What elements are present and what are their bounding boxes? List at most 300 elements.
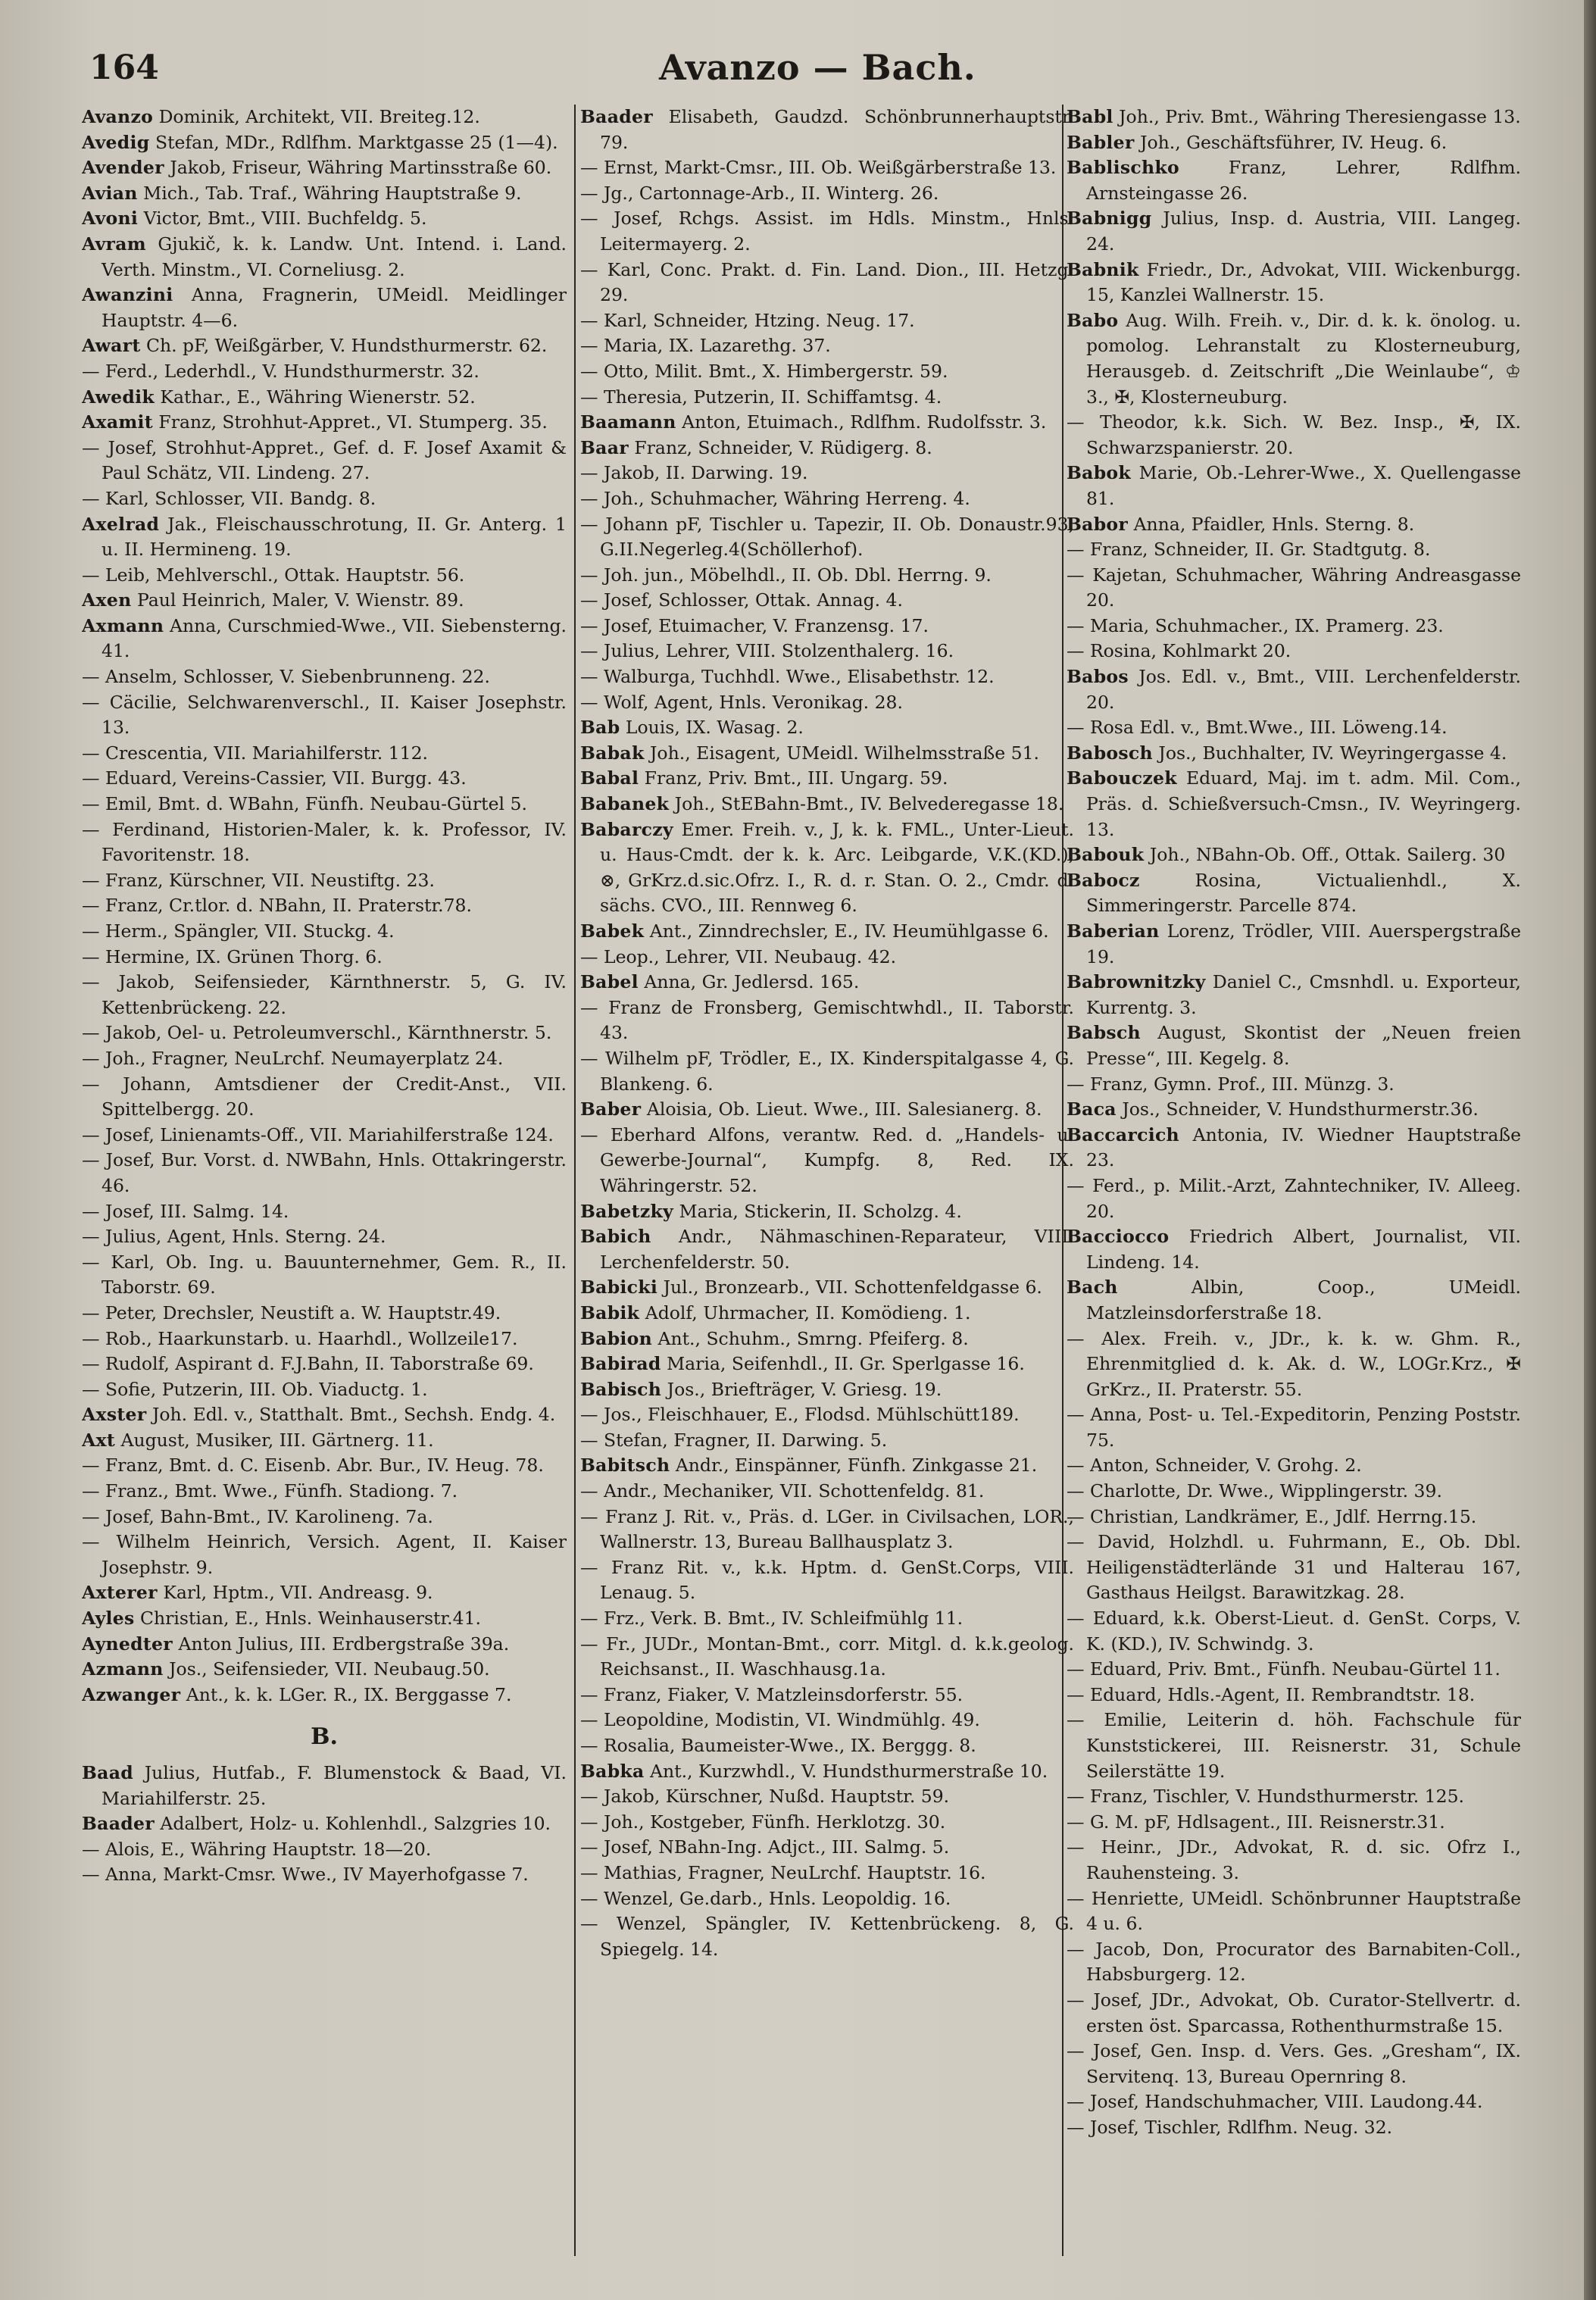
directory-entry [580,1352,1074,1377]
entry-surname: Babo [1067,309,1119,331]
entry-details: — Alois, E., Währing Hauptstr. 18—20. [82,1838,432,1860]
directory-entry [1067,1020,1521,1071]
entry-details: Franz, Lehrer, Rdlfhm. Arnsteingasse 26. [1086,157,1521,204]
entry-details: — David, Holzhdl. u. Fuhrmann, E., Ob. Dbl. Heiligenstädterlände 31 und Halterau 167, Gasthaus Heilgst. Barawitzkag. 28. [1067,1531,1521,1604]
entry-details: — Walburga, Tuchhdl. Wwe., Elisabethstr. 12. [580,666,995,688]
entry-surname: Axster [82,1404,147,1426]
directory-entry [580,1453,1074,1479]
directory-entry [580,1046,1074,1097]
entry-surname: Bablischko [1067,157,1179,179]
directory-entry [580,333,1074,359]
directory-entry [82,359,567,385]
entry-surname: Awedik [82,386,155,408]
entry-details: Joh., Eisagent, UMeidl. Wilhelmsstraße 51. [650,742,1039,764]
entry-details: — Joh. jun., Möbelhdl., II. Ob. Dbl. Herrng. 9. [580,564,992,586]
entry-details: Paul Heinrich, Maler, V. Wienstr. 89. [136,589,464,611]
directory-entry [1067,537,1521,563]
entry-details: — Josef, Bur. Vorst. d. NWBahn, Hnls. Ottakringerstr. 46. [82,1149,567,1196]
directory-entry [1067,639,1521,664]
entry-details: August, Musiker, III. Gärtnerg. 11. [120,1429,434,1451]
page-number: 164 [89,48,159,87]
directory-entry [82,1072,567,1123]
entry-details: — Jakob, Kürschner, Nußd. Hauptstr. 59. [580,1786,950,1808]
directory-entry [1067,1683,1521,1708]
directory-entry [580,359,1074,385]
entry-surname: Babok [1067,462,1131,484]
directory-entry [82,563,567,589]
entry-surname: Babouczek [1067,767,1177,789]
directory-entry [1067,512,1521,538]
directory-entry [82,588,567,614]
entry-details: Adalbert, Holz- u. Kohlenhdl., Salzgries 10. [160,1813,551,1835]
entry-details: — Johann pF, Tischler u. Tapezir, II. Ob. Donaustr.93, G.II.Negerleg.4(Schöllerhof). [580,513,1074,561]
page-header [83,44,1523,97]
entry-details: — Josef, Handschuhmacher, VIII. Laudong.44. [1067,2091,1483,2113]
directory-entry [82,1224,567,1250]
entry-surname: Bacciocco [1067,1226,1170,1248]
directory-entry [1067,842,1521,868]
entry-surname: Babocz [1067,869,1140,891]
entry-details: — Ferdinand, Historien-Maler, k. k. Professor, IV. Favoritenstr. 18. [82,818,567,866]
directory-entry [1067,2115,1521,2141]
entry-details: Maria, Seifenhdl., II. Gr. Sperlgasse 16. [667,1353,1025,1375]
directory-entry [1067,1886,1521,1937]
entry-details: — Josef, Rchgs. Assist. im Hdls. Minstm., Hnls. Leitermayerg. 2. [580,208,1074,255]
directory-entry [1067,1657,1521,1683]
directory-entry [82,1632,567,1658]
entry-surname: Aynedter [82,1633,173,1655]
directory-entry [82,1761,567,1811]
directory-entry [82,614,567,664]
entry-details: — Jakob, Seifensieder, Kärnthnerstr. 5, G. IV. Kettenbrückeng. 22. [82,971,567,1018]
directory-entry [82,792,567,817]
entry-details: — Mathias, Fragner, NeuLrchf. Hauptstr. 16. [580,1861,986,1883]
directory-entry [580,308,1074,334]
entry-details: — Wilhelm pF, Trödler, E., IX. Kinderspitalgasse 4, G. Blankeng. 6. [580,1047,1074,1095]
entry-details: — Eberhard Alfons, verantw. Red. d. „Handels- u. Gewerbe-Journal“, Kumpfg. 8, Red. IX. Währingerstr. 52. [580,1123,1074,1196]
directory-entry [82,410,567,436]
entry-details: — Eduard, Hdls.-Agent, II. Rembrandtstr. 18. [1067,1683,1476,1705]
entry-surname: Baca [1067,1098,1117,1120]
entry-details: Eduard, Maj. im t. adm. Mil. Com., Präs. d. Schießversuch-Cmsn., IV. Weyringerg. 13. [1086,767,1521,840]
directory-entry [580,1275,1074,1301]
entry-details: — Eduard, Vereins-Cassier, VII. Burgg. 43. [82,767,467,789]
directory-entry [82,664,567,690]
directory-entry [1067,1708,1521,1784]
entry-surname: Axt [82,1429,115,1451]
entry-surname: Babrownitzky [1067,971,1206,993]
entry-details: — Eduard, Priv. Bmt., Fünfh. Neubau-Gürtel 11. [1067,1658,1501,1680]
directory-entry [1067,1453,1521,1479]
entry-details: Jak., Fleischausschrotung, II. Gr. Anterg. 1 u. II. Hermineng. 19. [102,513,567,561]
entry-surname: Baber [580,1098,642,1120]
entry-details: — Franz, Gymn. Prof., III. Münzg. 3. [1067,1073,1395,1095]
directory-entry [1067,155,1521,206]
directory-entry [580,1886,1074,1912]
directory-entry [580,1683,1074,1708]
directory-entry [580,206,1074,257]
entry-details: — G. M. pF, Hdlsagent., III. Reisnerstr.31. [1067,1811,1445,1833]
directory-entry [1067,1784,1521,1810]
entry-details: — Eduard, k.k. Oberst-Lieut. d. GenSt. Corps, V. K. (KD.), IV. Schwindg. 3. [1067,1608,1521,1655]
directory-entry [1067,2039,1521,2089]
entry-details: — Otto, Milit. Bmt., X. Himbergerstr. 59. [580,360,948,382]
entry-details: Joh. Edl. v., Statthalt. Bmt., Sechsh. Endg. 4. [151,1404,556,1426]
entry-details: Mich., Tab. Traf., Währing Hauptstraße 9. [143,182,522,204]
directory-entry [580,1784,1074,1810]
entry-details: — Theresia, Putzerin, II. Schiffamtsg. 4. [580,386,942,408]
entry-details: Kathar., E., Währing Wienerstr. 52. [160,386,476,408]
entry-details: — Stefan, Fragner, II. Darwing. 5. [580,1429,888,1451]
entry-details: Ant., Schuhm., Smrng. Pfeiferg. 8. [657,1327,969,1349]
entry-details: Anna, Fragnerin, UMeidl. Meidlinger Hauptstr. 4—6. [102,284,567,331]
entry-details: Rosina, Victualienhdl., X. Simmeringerstr. Parcelle 874. [1086,869,1521,917]
entry-surname: Baamann [580,411,676,433]
directory-entry [580,1224,1074,1275]
directory-entry [580,1632,1074,1683]
directory-entry [580,1402,1074,1428]
entry-details: August, Skontist der „Neuen freien Presse“, III. Kegelg. 8. [1086,1022,1521,1069]
entry-surname: Babosch [1067,742,1153,764]
directory-entry [580,715,1074,741]
entry-details: — Julius, Lehrer, VIII. Stolzenthalerg. 16. [580,640,954,662]
entry-details: — Joh., Schuhmacher, Währing Herreng. 4. [580,487,970,509]
entry-details: Stefan, MDr., Rdlfhm. Marktgasse 25 (1—4). [155,131,558,153]
directory-entry [1067,1327,1521,1403]
entry-details: — Joh., Fragner, NeuLrchf. Neumayerplatz 24. [82,1047,504,1069]
entry-details: — Karl, Schlosser, VII. Bandg. 8. [82,487,376,509]
entry-details: — Wenzel, Ge.darb., Hnls. Leopoldig. 16. [580,1887,951,1909]
entry-details: Ant., Zinndrechsler, E., IV. Heumühlgasse 6. [649,920,1049,942]
directory-entry [1067,1173,1521,1224]
entry-surname: Babirad [580,1353,661,1375]
directory-entry [82,970,567,1020]
directory-entry [82,1453,567,1479]
column-2 [580,105,1074,2271]
directory-columns [82,105,1521,2279]
directory-entry [580,792,1074,817]
entry-surname: Avedig [82,131,150,153]
entry-surname: Babisch [580,1378,662,1400]
entry-surname: Baader [580,106,653,127]
entry-details: — Christian, Landkrämer, E., Jdlf. Herrng.15. [1067,1505,1477,1527]
entry-details: Andr., Nähmaschinen-Reparateur, VIII. Lerchenfelderstr. 50. [600,1226,1074,1273]
entry-details: — Josef, NBahn-Ing. Adjct., III. Salmg. 5. [580,1836,950,1858]
directory-entry [82,1811,567,1837]
entry-surname: Babos [1067,666,1129,688]
directory-entry [82,945,567,970]
directory-entry [580,1377,1074,1403]
entry-details: Louis, IX. Wasag. 2. [625,717,804,739]
directory-entry [1067,766,1521,842]
entry-details: — Jacob, Don, Procurator des Barnabiten-Coll., Habsburgerg. 12. [1067,1938,1521,1986]
entry-details: Anton Julius, III. Erdbergstraße 39a. [178,1633,510,1655]
directory-entry [580,1861,1074,1886]
directory-entry [82,1428,567,1454]
entry-details: — Anselm, Schlosser, V. Siebenbrunneng. 22. [82,666,490,688]
directory-entry [1067,1275,1521,1326]
directory-entry [580,155,1074,181]
entry-surname: Baader [82,1813,155,1835]
entry-details: — Anna, Markt-Cmsr. Wwe., IV Mayerhofgasse 7. [82,1864,529,1886]
entry-details: — Jos., Fleischhauer, E., Flodsd. Mühlschütt189. [580,1404,1020,1426]
entry-details: Aloisia, Ob. Lieut. Wwe., III. Salesianerg. 8. [646,1098,1042,1120]
entry-details: Franz, Schneider, V. Rüdigerg. 8. [634,436,932,458]
directory-entry [580,1911,1074,1962]
entry-details: Jos. Edl. v., Bmt., VIII. Lerchenfelderstr. 20. [1086,666,1521,713]
directory-entry [1067,970,1521,1020]
entry-surname: Babich [580,1226,651,1248]
directory-entry [82,893,567,919]
entry-details: — Josef, Strohhut-Appret., Gef. d. F. Josef Axamit & Paul Schätz, VII. Lindeng. 27. [82,436,567,484]
entry-details: — Alex. Freih. v., JDr., k. k. w. Ghm. R., Ehrenmitglied d. k. Ak. d. W., LOGr.Krz., ✠ GrKrz., II. Praterstr. 55. [1067,1327,1521,1400]
directory-entry [82,1606,567,1632]
column-3 [1067,105,1521,2271]
directory-entry [580,639,1074,664]
directory-entry [580,766,1074,792]
entry-details: — Josef, JDr., Advokat, Ob. Curator-Stellvertr. d. ersten öst. Sparcassa, Rothenthurmstraße 15. [1067,1989,1521,2036]
entry-details: — Franz, Schneider, II. Gr. Stadtgutg. 8. [1067,539,1431,561]
entry-details: — Jg., Cartonnage-Arb., II. Winterg. 26. [580,182,939,204]
directory-entry [82,232,567,283]
directory-entry [580,436,1074,461]
entry-details: — Jakob, Oel- u. Petroleumverschl., Kärnthnerstr. 5. [82,1022,552,1044]
entry-details: — Franz., Bmt. Wwe., Fünfh. Stadiong. 7. [82,1480,458,1502]
entry-surname: Babl [1067,106,1113,127]
entry-details: — Crescentia, VII. Mariahilferstr. 112. [82,742,428,764]
entry-details: Julius, Hutfab., F. Blumenstock & Baad, VI. Mariahilferstr. 25. [102,1762,567,1809]
entry-surname: Babicki [580,1277,658,1298]
directory-entry [82,385,567,411]
entry-details: — Peter, Drechsler, Neustift a. W. Hauptstr.49. [82,1302,501,1323]
entry-details: — Josef, Bahn-Bmt., IV. Karolineng. 7a. [82,1505,433,1527]
entry-details: — Ferd., Lederhdl., V. Hundsthurmerstr. 32. [82,360,479,382]
directory-entry [1067,1835,1521,1886]
directory-entry [580,1327,1074,1352]
entry-details: — Theodor, k.k. Sich. W. Bez. Insp., ✠, IX. Schwarzspanierstr. 20. [1067,411,1521,458]
entry-details: Jakob, Friseur, Währing Martinsstraße 60. [170,157,552,179]
directory-entry [580,1505,1074,1555]
entry-details: — Johann, Amtsdiener der Credit-Anst., VII. Spittelbergg. 20. [82,1073,567,1120]
entry-details: — Franz Rit. v., k.k. Hptm. d. GenSt.Corps, VIII. Lenaug. 5. [580,1556,1074,1604]
entry-details: — Franz J. Rit. v., Präs. d. LGer. in Civilsachen, LOR., Wallnerstr. 13, Bureau Ballhausplatz 3. [580,1505,1074,1553]
entry-details: Aug. Wilh. Freih. v., Dir. d. k. k. önolog. u. pomolog. Lehranstalt zu Klosterneuburg, Herausgeb. d. Zeitschrift „Die Weinlaube“, ♔ 3., ✠, Klosterneuburg. [1086,309,1521,408]
page-edge-shadow [1584,0,1596,2300]
directory-entry [82,690,567,741]
entry-details: — Karl, Conc. Prakt. d. Fin. Land. Dion., III. Hetzg. 29. [580,258,1074,306]
entry-details: — Karl, Ob. Ing. u. Bauunternehmer, Gem. R., II. Taborstr. 69. [82,1251,567,1298]
entry-surname: Axelrad [82,513,160,535]
directory-entry [580,945,1074,970]
entry-details: Anna, Gr. Jedlersd. 165. [644,971,860,993]
entry-details: — Leop., Lehrer, VII. Neubaug. 42. [580,945,897,967]
entry-details: Franz, Strohhut-Appret., VI. Stumperg. 35. [158,411,548,433]
entry-details: — Fr., JUDr., Montan-Bmt., corr. Mitgl. d. k.k.geolog. Reichsanst., II. Waschhausg.1a. [580,1633,1074,1680]
entry-surname: Babetzky [580,1200,674,1222]
entry-surname: Babler [1067,131,1135,153]
directory-entry [580,258,1074,308]
entry-details: — Rosina, Kohlmarkt 20. [1067,640,1291,662]
directory-entry [82,283,567,333]
directory-entry [1067,1606,1521,1657]
entry-surname: Baar [580,436,629,458]
entry-details: — Rosalia, Baumeister-Wwe., IX. Berggg. 8. [580,1735,976,1756]
entry-details: — Leib, Mehlverschl., Ottak. Hauptstr. 56. [82,564,465,586]
directory-entry [82,206,567,232]
entry-surname: Bach [1067,1277,1118,1298]
entry-details: — Hermine, IX. Grünen Thorg. 6. [82,945,383,967]
directory-entry [82,1377,567,1403]
entry-details: — Franz, Fiaker, V. Matzleinsdorferstr. 55. [580,1683,964,1705]
directory-entry [82,130,567,156]
directory-entry [1067,258,1521,308]
directory-entry [82,1148,567,1198]
directory-entry [82,1862,567,1888]
directory-entry [580,741,1074,767]
directory-entry [580,1479,1074,1505]
entry-surname: Babion [580,1327,653,1349]
directory-entry [82,486,567,512]
entry-details: — Wilhelm Heinrich, Versich. Agent, II. Kaiser Josephstr. 9. [82,1531,567,1578]
entry-details: — Ferd., p. Milit.-Arzt, Zahntechniker, IV. Alleeg. 20. [1067,1174,1521,1222]
entry-details: Christian, E., Hnls. Weinhauserstr.41. [140,1608,481,1630]
directory-entry [82,512,567,563]
entry-details: Jul., Bronzearb., VII. Schottenfeldgasse 6. [663,1277,1042,1298]
directory-entry [580,1606,1074,1632]
entry-details: Maria, Stickerin, II. Scholzg. 4. [679,1200,962,1222]
entry-surname: Axterer [82,1582,158,1604]
running-head: Avanzo — Bach. [659,47,976,88]
entry-details: Joh., Priv. Bmt., Währing Theresiengasse 13. [1119,106,1521,127]
directory-entry [580,1733,1074,1759]
entry-surname: Avram [82,233,146,255]
entry-details: — Anna, Post- u. Tel.-Expeditorin, Penzing Poststr. 75. [1067,1404,1521,1451]
entry-details: Daniel C., Cmsnhdl. u. Exporteur, Kurrentg. 3. [1086,971,1521,1018]
directory-entry [580,1555,1074,1606]
entry-surname: Babal [580,767,639,789]
directory-entry [82,436,567,486]
entry-details: Ch. pF, Weißgärber, V. Hundsthurmerstr. 62. [145,335,548,357]
entry-surname: Axen [82,589,132,611]
entry-details: — Henriette, UMeidl. Schönbrunner Hauptstraße 4 u. 6. [1067,1887,1521,1935]
directory-entry [1067,563,1521,614]
directory-entry [1067,1988,1521,2039]
entry-details: Jos., Buchhalter, IV. Weyringergasse 4. [1158,742,1507,764]
entry-surname: Azwanger [82,1683,181,1705]
directory-entry [580,181,1074,207]
directory-entry [1067,868,1521,919]
entry-surname: Azmann [82,1658,164,1680]
directory-entry [580,995,1074,1046]
entry-details: Antonia, IV. Wiedner Hauptstraße 23. [1086,1123,1521,1171]
directory-entry [1067,1224,1521,1275]
directory-entry [580,817,1074,919]
directory-entry [82,1580,567,1606]
directory-entry [82,1530,567,1580]
entry-surname: Babitsch [580,1455,670,1477]
directory-entry [82,1837,567,1863]
entry-details: — Josef, Gen. Insp. d. Vers. Ges. „Gresham“, IX. Servitenq. 13, Bureau Opernring 8. [1067,2040,1521,2087]
entry-details: — Karl, Schneider, Htzing. Neug. 17. [580,309,915,331]
directory-entry [82,766,567,792]
entry-surname: Babanek [580,793,670,815]
entry-details: — Josef, Schlosser, Ottak. Annag. 4. [580,589,903,611]
entry-surname: Baccarcich [1067,1123,1179,1145]
directory-entry [1067,1505,1521,1530]
directory-entry [580,970,1074,995]
entry-details: — Franz, Bmt. d. C. Eisenb. Abr. Bur., IV. Heug. 78. [82,1455,544,1477]
entry-details: Adolf, Uhrmacher, II. Komödieng. 1. [645,1302,971,1323]
directory-entry [1067,919,1521,970]
entry-surname: Axamit [82,411,153,433]
directory-entry [580,563,1074,589]
entry-surname: Avanzo [82,106,154,127]
entry-details: — Wenzel, Spängler, IV. Kettenbrückeng. 8, G. Spiegelg. 14. [580,1913,1074,1960]
directory-entry [1067,1123,1521,1173]
directory-entry [82,1123,567,1148]
directory-entry [1067,206,1521,257]
entry-details: Emer. Freih. v., J, k. k. FML., Unter-Lieut. u. Haus-Cmdt. der k. k. Arc. Leibgarde, V.K.(KD.), ⊗, GrKrz.d.sic.Ofrz. I., R. d. r. Stan. O. 2., Cmdr. d. sächs. CVO., III. Rennweg 6. [600,818,1074,917]
entry-details: — Cäcilie, Selchwarenverschl., II. Kaiser Josephstr. 13. [82,691,567,739]
entry-details: — Franz de Fronsberg, Gemischtwhdl., II. Taborstr. 43. [580,996,1074,1044]
directory-entry [82,1301,567,1327]
entry-surname: Babnik [1067,258,1139,280]
entry-details: — Emil, Bmt. d. WBahn, Fünfh. Neubau-Gürtel 5. [82,793,527,815]
entry-details: — Josef, Etuimacher, V. Franzensg. 17. [580,614,929,636]
entry-details: — Franz, Kürschner, VII. Neustiftg. 23. [82,869,435,891]
entry-details: Franz, Priv. Bmt., III. Ungarg. 59. [644,767,948,789]
directory-entry [1067,1097,1521,1123]
directory-entry [1067,105,1521,130]
directory-entry [82,1505,567,1530]
section-letter: B. [311,1723,338,1751]
entry-surname: Babor [1067,513,1129,535]
directory-entry [82,333,567,359]
entry-details: Dominik, Architekt, VII. Breiteg.12. [158,106,480,127]
directory-entry [580,461,1074,486]
entry-details: Ant., k. k. LGer. R., IX. Berggasse 7. [186,1683,512,1705]
entry-details: — Rudolf, Aspirant d. F.J.Bahn, II. Taborstraße 69. [82,1353,534,1375]
entry-details: — Jakob, II. Darwing. 19. [580,462,808,484]
directory-entry [82,1250,567,1301]
entry-surname: Awart [82,335,141,357]
column-1 [82,105,567,2271]
directory-entry [1067,715,1521,741]
entry-details: Ant., Kurzwhdl., V. Hundsthurmerstraße 10. [650,1760,1048,1782]
directory-entry [82,1327,567,1352]
entry-surname: Axmann [82,614,164,636]
directory-entry [1067,410,1521,461]
directory-entry [82,868,567,894]
directory-entry [580,410,1074,436]
directory-entry [580,1810,1074,1836]
entry-details: — Julius, Agent, Hnls. Sterng. 24. [82,1226,386,1248]
directory-entry [82,181,567,207]
directory-entry [82,1046,567,1072]
directory-entry [82,919,567,945]
entry-surname: Bab [580,717,620,739]
directory-entry [1067,2089,1521,2115]
directory-entry [1067,1810,1521,1836]
entry-details: — Sofie, Putzerin, III. Ob. Viaductg. 1. [82,1378,428,1400]
entry-surname: Ayles [82,1608,135,1630]
entry-details: — Heinr., JDr., Advokat, R. d. sic. Ofrz I., Rauhensteing. 3. [1067,1836,1521,1883]
directory-entry [82,741,567,767]
entry-details: — Kajetan, Schuhmacher, Währing Andreasgasse 20. [1067,564,1521,611]
entry-details: — Maria, IX. Lazarethg. 37. [580,335,831,357]
entry-details: Jos., Schneider, V. Hundsthurmerstr.36. [1122,1098,1479,1120]
entry-details: — Leopoldine, Modistin, VI. Windmühlg. 49. [580,1709,980,1731]
